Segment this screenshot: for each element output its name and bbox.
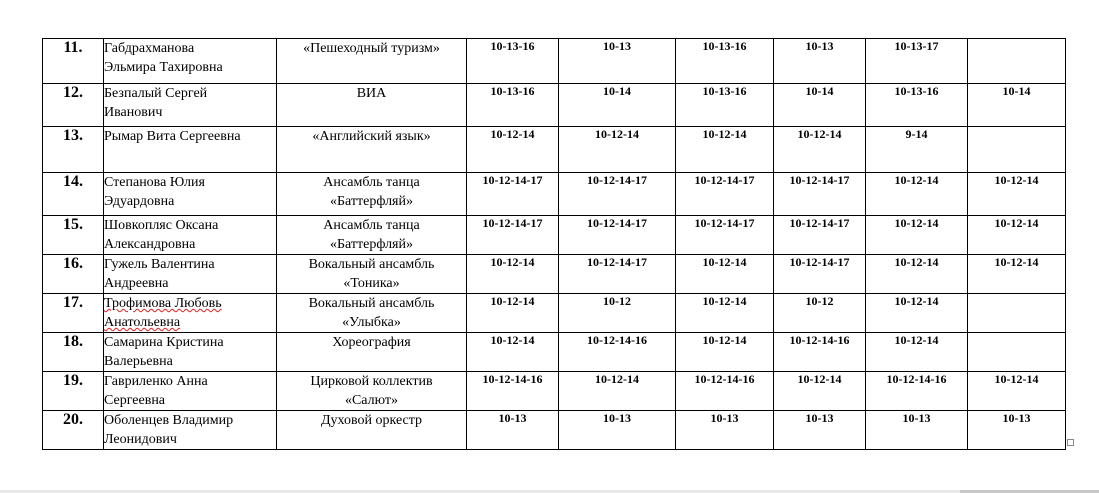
table-row: [43, 39, 1066, 84]
schedule-time-cell[interactable]: 10-12-14-17: [467, 216, 559, 255]
schedule-time-cell[interactable]: 10-13: [774, 411, 866, 450]
teacher-name-cell[interactable]: [104, 173, 277, 216]
schedule-time-cell[interactable]: 10-12-14-17: [467, 173, 559, 216]
table-row: [43, 255, 1066, 294]
schedule-time-cell[interactable]: 10-12-14: [676, 255, 774, 294]
schedule-time-cell[interactable]: 10-12-14-17: [774, 216, 866, 255]
schedule-time-cell[interactable]: 10-12-14-16: [467, 372, 559, 411]
activity-name-line: Духовой оркестр: [320, 413, 423, 428]
row-number[interactable]: 17.: [43, 294, 104, 333]
row-number[interactable]: 11.: [43, 39, 104, 84]
teacher-surname-line: Шовкопляс Оксана: [104, 218, 219, 233]
schedule-time-cell[interactable]: 10-12-14: [968, 372, 1066, 411]
activity-cell[interactable]: [277, 216, 467, 255]
row-number[interactable]: 14.: [43, 173, 104, 216]
schedule-time-cell[interactable]: 10-13: [774, 39, 866, 84]
schedule-time-cell[interactable]: 10-12-14: [968, 255, 1066, 294]
teacher-surname-line: Трофимова Любовь: [104, 296, 222, 311]
schedule-time-cell[interactable]: 10-13: [676, 411, 774, 450]
teacher-patronymic-line: Иванович: [104, 105, 163, 120]
teacher-name-cell[interactable]: [104, 216, 277, 255]
schedule-time-cell[interactable]: 10-14: [968, 84, 1066, 127]
row-number[interactable]: 20.: [43, 411, 104, 450]
schedule-time-cell[interactable]: 10-12-14: [559, 372, 676, 411]
schedule-time-cell[interactable]: 10-13-16: [866, 84, 968, 127]
teacher-surname-line: Гужель Валентина: [104, 257, 215, 272]
schedule-rows: [43, 39, 1066, 450]
schedule-time-cell[interactable]: [968, 39, 1066, 84]
schedule-time-cell[interactable]: 10-13: [866, 411, 968, 450]
activity-cell[interactable]: [277, 39, 467, 84]
schedule-time-cell[interactable]: 10-12-14-16: [866, 372, 968, 411]
teacher-surname-line: Степанова Юлия: [104, 175, 205, 190]
schedule-time-cell[interactable]: 10-13-16: [467, 84, 559, 127]
schedule-time-cell[interactable]: 10-12-14-17: [676, 173, 774, 216]
schedule-time-cell[interactable]: 10-12-14: [774, 127, 866, 173]
schedule-time-cell[interactable]: 10-13: [559, 39, 676, 84]
table-row: [43, 411, 1066, 450]
activity-subtitle-line: «Тоника»: [343, 276, 400, 291]
schedule-time-cell[interactable]: 10-13-16: [676, 84, 774, 127]
activity-subtitle-line: «Улыбка»: [342, 315, 401, 330]
teacher-name-cell[interactable]: [104, 333, 277, 372]
activity-cell[interactable]: [277, 255, 467, 294]
schedule-time-cell[interactable]: 10-12-14: [968, 173, 1066, 216]
teacher-surname-line: Гавриленко Анна: [104, 374, 208, 389]
schedule-time-cell[interactable]: 10-12-14-17: [559, 216, 676, 255]
schedule-time-cell[interactable]: 10-12-14-17: [676, 216, 774, 255]
activity-subtitle-line: «Салют»: [344, 393, 399, 408]
teacher-patronymic-line: Эдуардовна: [104, 194, 175, 209]
teacher-patronymic-line: Андреевна: [104, 276, 169, 291]
activity-name-line: Вокальный ансамбль: [308, 257, 435, 272]
teacher-patronymic-line: Леонидович: [104, 432, 177, 447]
schedule-time-cell[interactable]: 10-14: [774, 84, 866, 127]
row-number[interactable]: 15.: [43, 216, 104, 255]
teacher-name-cell[interactable]: [104, 127, 277, 173]
schedule-time-cell[interactable]: 10-12-14-17: [559, 255, 676, 294]
activity-name-line: «Английский язык»: [312, 129, 431, 144]
schedule-time-cell[interactable]: 10-12-14: [467, 294, 559, 333]
teacher-patronymic-line: Александровна: [104, 237, 196, 252]
teacher-patronymic-line: Эльмира Тахировна: [104, 60, 223, 75]
schedule-time-cell[interactable]: 10-12-14: [559, 127, 676, 173]
schedule-time-cell[interactable]: 10-13-17: [866, 39, 968, 84]
table-row: [43, 216, 1066, 255]
teacher-patronymic-line: Валерьевна: [104, 354, 173, 369]
teacher-name-cell[interactable]: [104, 411, 277, 450]
activity-cell[interactable]: [277, 84, 467, 127]
schedule-time-cell[interactable]: 10-13: [968, 411, 1066, 450]
activity-subtitle-line: «Баттерфляй»: [330, 237, 413, 252]
table-row: [43, 173, 1066, 216]
activity-name-line: ВИА: [356, 86, 387, 101]
teacher-surname-line: Оболенцев Владимир: [104, 413, 234, 428]
schedule-time-cell[interactable]: 10-13: [559, 411, 676, 450]
schedule-time-cell[interactable]: 9-14: [866, 127, 968, 173]
teacher-surname-line: Самарина Кристина: [104, 335, 224, 350]
row-number[interactable]: 16.: [43, 255, 104, 294]
activity-cell[interactable]: [277, 333, 467, 372]
activity-cell[interactable]: [277, 294, 467, 333]
teacher-name-cell[interactable]: [104, 372, 277, 411]
schedule-time-cell[interactable]: 10-12-14: [676, 294, 774, 333]
schedule-time-cell[interactable]: 10-13-16: [467, 39, 559, 84]
schedule-time-cell[interactable]: 10-12: [774, 294, 866, 333]
schedule-time-cell[interactable]: 10-12-14: [866, 255, 968, 294]
activity-name-line: Хореография: [332, 335, 411, 350]
teacher-patronymic-line: Анатольевна: [104, 315, 181, 330]
row-number[interactable]: 18.: [43, 333, 104, 372]
activity-cell[interactable]: [277, 127, 467, 173]
activity-name-line: Ансамбль танца: [323, 218, 420, 233]
schedule-time-cell[interactable]: 10-12-14-17: [774, 173, 866, 216]
activity-name-line: Цирковой коллектив: [310, 374, 433, 389]
row-number[interactable]: 12.: [43, 84, 104, 127]
schedule-time-cell[interactable]: 10-12: [559, 294, 676, 333]
schedule-time-cell[interactable]: 10-13-16: [676, 39, 774, 84]
schedule-time-cell[interactable]: 10-12-14-17: [559, 173, 676, 216]
schedule-time-cell[interactable]: [968, 127, 1066, 173]
activity-name-line: Ансамбль танца: [323, 175, 420, 190]
schedule-time-cell[interactable]: 10-12-14-17: [774, 255, 866, 294]
schedule-time-cell[interactable]: 10-12-14: [467, 333, 559, 372]
activity-cell[interactable]: [277, 372, 467, 411]
row-number[interactable]: 19.: [43, 372, 104, 411]
activity-name-line: «Пешеходный туризм»: [303, 41, 440, 56]
table-row: [43, 84, 1066, 127]
table-resize-handle[interactable]: [1067, 439, 1074, 446]
teacher-surname-line: Габдрахманова: [104, 41, 195, 56]
schedule-time-cell[interactable]: 10-12-14: [866, 333, 968, 372]
schedule-time-cell[interactable]: 10-12-14: [676, 127, 774, 173]
activity-subtitle-line: «Баттерфляй»: [330, 194, 413, 209]
activity-name-line: Вокальный ансамбль: [308, 296, 435, 311]
schedule-time-cell[interactable]: 10-12-14: [968, 216, 1066, 255]
schedule-time-cell[interactable]: 10-14: [559, 84, 676, 127]
table-row: [43, 127, 1066, 173]
activity-cell[interactable]: [277, 411, 467, 450]
table-row: [43, 333, 1066, 372]
table-row: [43, 372, 1066, 411]
schedule-table: [42, 38, 1066, 450]
schedule-time-cell[interactable]: 10-12-14-16: [774, 333, 866, 372]
schedule-time-cell[interactable]: 10-12-14: [467, 255, 559, 294]
schedule-time-cell[interactable]: 10-12-14-16: [676, 372, 774, 411]
schedule-time-cell[interactable]: 10-13: [467, 411, 559, 450]
schedule-time-cell[interactable]: [968, 333, 1066, 372]
schedule-time-cell[interactable]: [968, 294, 1066, 333]
row-number[interactable]: 13.: [43, 127, 104, 173]
teacher-name-cell[interactable]: [104, 39, 277, 84]
teacher-surname-line: Рымар Вита Сергеевна: [104, 129, 241, 144]
schedule-time-cell[interactable]: 10-12-14-16: [559, 333, 676, 372]
teacher-name-cell[interactable]: [104, 255, 277, 294]
teacher-surname-line: Безпалый Сергей: [104, 86, 208, 101]
schedule-time-cell[interactable]: 10-12-14: [774, 372, 866, 411]
teacher-patronymic-line: Сергеевна: [104, 393, 166, 408]
schedule-time-cell[interactable]: 10-12-14: [676, 333, 774, 372]
activity-cell[interactable]: [277, 173, 467, 216]
table-row: [43, 294, 1066, 333]
schedule-time-cell[interactable]: 10-12-14: [866, 216, 968, 255]
schedule-time-cell[interactable]: 10-12-14: [866, 294, 968, 333]
teacher-name-cell[interactable]: [104, 84, 277, 127]
schedule-time-cell[interactable]: 10-12-14: [866, 173, 968, 216]
teacher-name-cell[interactable]: [104, 294, 277, 333]
schedule-time-cell[interactable]: 10-12-14: [467, 127, 559, 173]
